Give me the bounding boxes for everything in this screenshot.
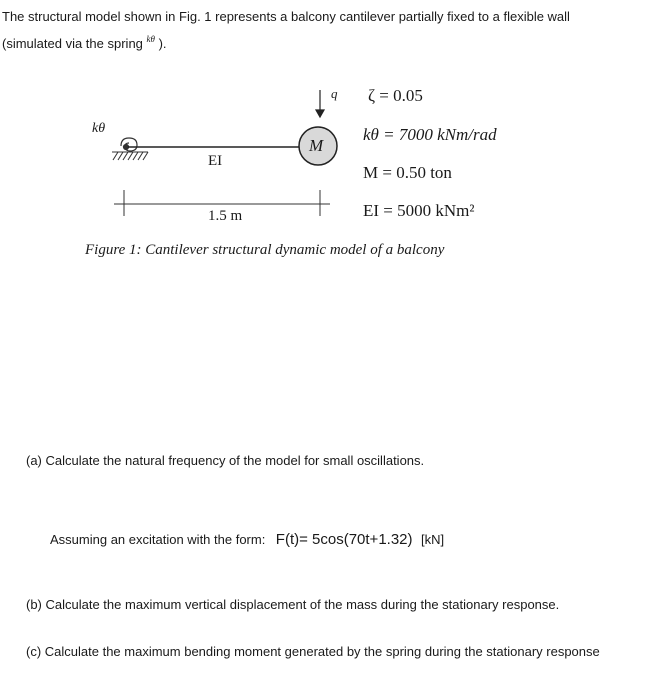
span-label: 1.5 m <box>208 208 243 224</box>
question-a: (a) Calculate the natural frequency of the model for small oscillations. <box>26 453 425 468</box>
rotational-spring-icon <box>121 138 137 151</box>
mass-label: M <box>309 136 324 155</box>
stiffness-param: kθ = 7000 kNm/rad <box>363 125 497 144</box>
damping-param: ζ = 0.05 <box>368 86 423 105</box>
excitation-label: Assuming an excitation with the form: <box>50 532 266 547</box>
spring-label: kθ <box>92 121 106 136</box>
excitation-line <box>50 531 444 549</box>
intro-line-2-end: ). <box>158 36 167 51</box>
intro-line-1: The structural model shown in Fig. 1 represents a balcony cantilever partially fixed to a flexible wall <box>2 9 570 24</box>
mass-param: M = 0.50 ton <box>363 163 452 182</box>
rigidity-param: EI = 5000 kNm² <box>363 201 475 220</box>
excitation-unit: [kN] <box>420 532 445 547</box>
question-b: (b) Calculate the maximum vertical displacement of the mass during the stationary response. <box>26 597 560 612</box>
question-c: (c) Calculate the maximum bending moment generated by the spring during the stationary response <box>26 644 600 659</box>
load-label: q <box>331 86 338 101</box>
spring-symbol: kθ <box>146 34 155 44</box>
load-arrow-icon <box>316 90 324 117</box>
beam-label: EI <box>208 153 223 169</box>
figure-caption: Figure 1: Cantilever structural dynamic model of a balcony <box>85 242 445 258</box>
fixed-support-icon <box>112 152 148 160</box>
excitation-formula: F(t)= 5cos(70t+1.32) <box>275 531 413 548</box>
intro-line-2-text: (simulated via the spring <box>2 36 143 51</box>
